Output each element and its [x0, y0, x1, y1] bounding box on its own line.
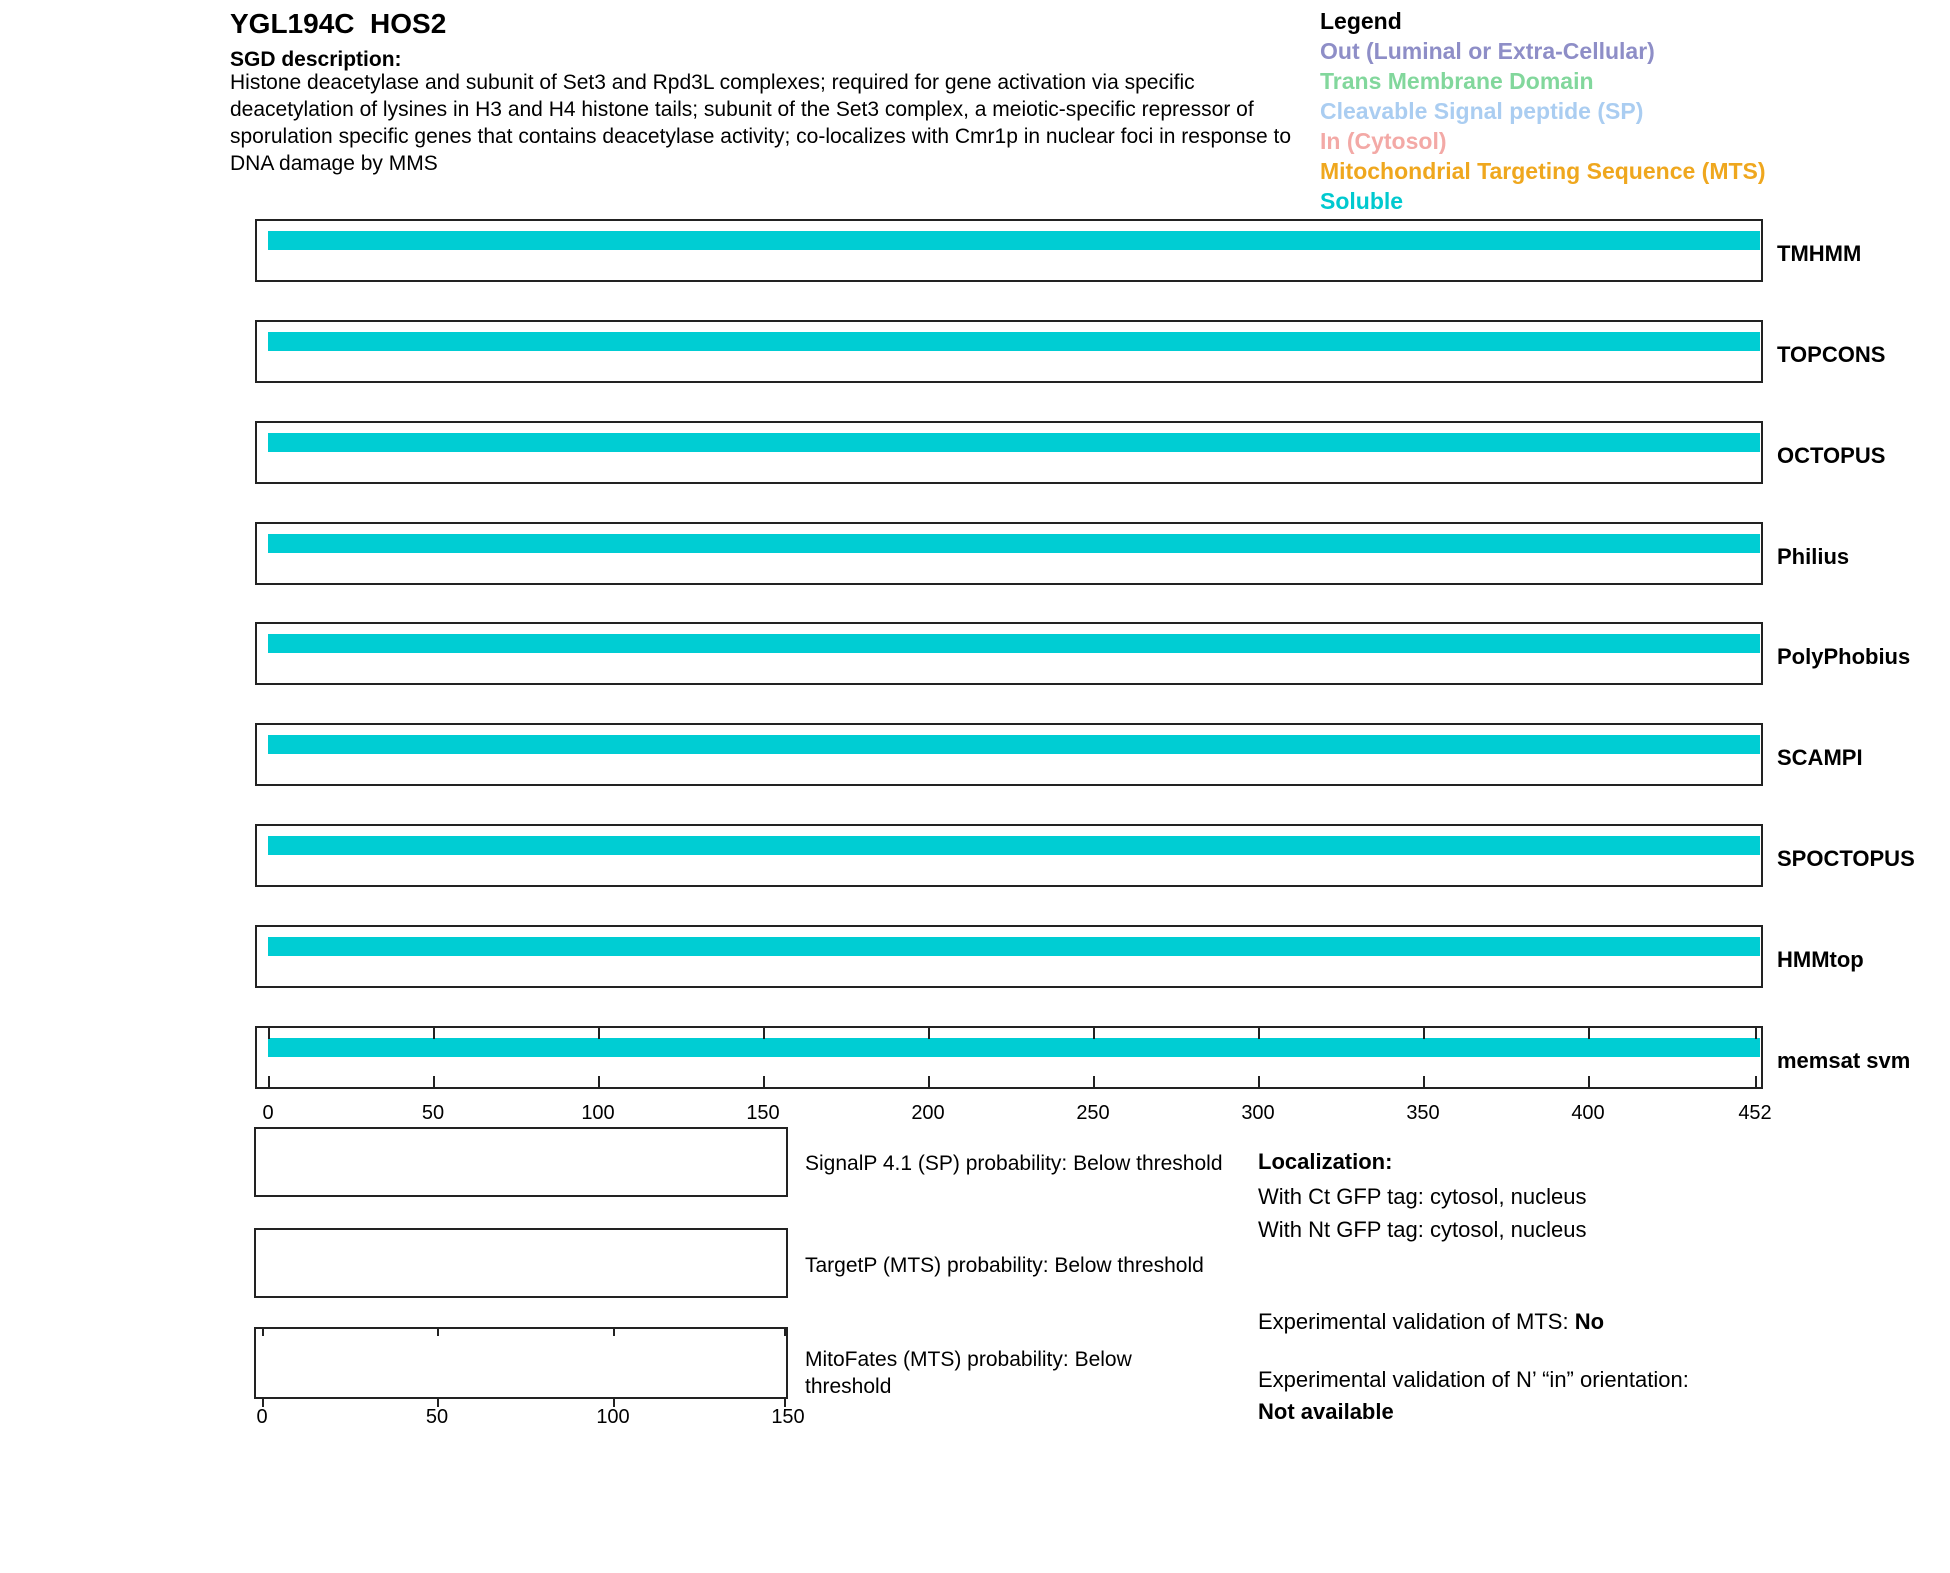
legend-item-soluble: Soluble [1320, 188, 1404, 214]
axis-tick [268, 1076, 270, 1087]
axis-tick [437, 1329, 439, 1336]
axis-tick [928, 1076, 930, 1087]
prediction-bar-soluble [268, 937, 1760, 956]
track-box-topcons [255, 320, 1763, 383]
sgd-description-text: Histone deacetylase and subunit of Set3 and Rpd3L complexes; required for gene activation via specific deacetylation of lysines in H3 and H4 histone tails; subunit of the Set3 complex, a meiotic-specific repressor of sporulation specific genes that contains deacetylase activity; co-localizes with Cmr1p in nuclear foci in response to DNA damage by MMS [230, 71, 1292, 175]
x-axis-tick-label: 250 [1076, 1102, 1110, 1124]
x-axis-tick-label: 200 [911, 1102, 945, 1124]
targetp-status-text: TargetP (MTS) probability: Below threshold [805, 1254, 1204, 1277]
legend-item-mts: Mitochondrial Targeting Sequence (MTS) [1320, 158, 1766, 184]
axis-tick [1093, 1076, 1095, 1087]
legend-item-sp: Cleavable Signal peptide (SP) [1320, 98, 1644, 124]
axis-tick [1423, 1028, 1425, 1039]
track-label-polyphobius: PolyPhobius [1777, 644, 1911, 669]
x-axis-tick-label: 150 [746, 1102, 780, 1124]
signalp-probability-box [254, 1127, 788, 1197]
sgd-description-label: SGD description: [230, 48, 402, 71]
mitofates-tick-label: 150 [771, 1406, 805, 1428]
axis-tick [1423, 1076, 1425, 1087]
axis-tick [1258, 1028, 1260, 1039]
prediction-bar-soluble [268, 735, 1760, 754]
x-axis-tick-label: 0 [262, 1102, 274, 1124]
legend [1320, 6, 1766, 216]
track-box-philius [255, 522, 1763, 585]
mitofates-tick-label: 100 [596, 1406, 630, 1428]
mitofates-tick-label: 50 [425, 1406, 449, 1428]
axis-tick [1755, 1076, 1757, 1087]
track-box-polyphobius [255, 622, 1763, 685]
localization-nt-gfp: With Nt GFP tag: cytosol, nucleus [1258, 1217, 1587, 1242]
axis-tick [598, 1028, 600, 1039]
axis-tick [433, 1076, 435, 1087]
axis-tick [1755, 1028, 1757, 1039]
x-axis-tick-label: 350 [1406, 1102, 1440, 1124]
targetp-probability-box [254, 1228, 788, 1298]
axis-tick [262, 1329, 264, 1336]
track-box-scampi [255, 723, 1763, 786]
localization-ct-gfp: With Ct GFP tag: cytosol, nucleus [1258, 1184, 1587, 1209]
x-axis-tick-label: 100 [581, 1102, 615, 1124]
track-label-philius: Philius [1777, 544, 1850, 569]
prediction-bar-soluble [268, 1038, 1760, 1057]
track-label-tmhmm: TMHMM [1777, 241, 1862, 266]
track-box-spoctopus [255, 824, 1763, 887]
mitofates-status-text: MitoFates (MTS) probability: Below threshold [805, 1348, 1132, 1398]
track-label-memsat-svm: memsat svm [1777, 1048, 1911, 1073]
axis-tick [433, 1028, 435, 1039]
track-label-scampi: SCAMPI [1777, 745, 1863, 770]
track-box-tmhmm [255, 219, 1763, 282]
mts-validation-value: No [1574, 1309, 1605, 1334]
orientation-validation-line [1258, 1364, 1730, 1428]
orientation-validation-value: Not available [1258, 1399, 1394, 1424]
track-box-hmmtop [255, 925, 1763, 988]
axis-tick [763, 1076, 765, 1087]
x-axis-tick-label: 50 [421, 1102, 445, 1124]
track-label-hmmtop: HMMtop [1777, 947, 1864, 972]
legend-item-in: In (Cytosol) [1320, 128, 1447, 154]
orientation-validation-prefix: Experimental validation of N’ “in” orientation: [1258, 1367, 1689, 1392]
prediction-bar-soluble [268, 534, 1760, 553]
axis-tick [268, 1028, 270, 1039]
track-label-topcons: TOPCONS [1777, 342, 1886, 367]
prediction-bar-soluble [268, 332, 1760, 351]
prediction-bar-soluble [268, 231, 1760, 250]
mitofates-probability-box [254, 1327, 788, 1399]
legend-title: Legend [1320, 8, 1402, 34]
mts-validation-line [1258, 1306, 1604, 1338]
axis-tick [1258, 1076, 1260, 1087]
track-box-octopus [255, 421, 1763, 484]
x-axis-tick-label: 300 [1241, 1102, 1275, 1124]
mts-validation-prefix: Experimental validation of MTS: [1258, 1309, 1575, 1334]
axis-tick [613, 1329, 615, 1336]
axis-tick [598, 1076, 600, 1087]
x-axis-tick-label: 400 [1571, 1102, 1605, 1124]
axis-tick [1588, 1076, 1590, 1087]
track-label-spoctopus: SPOCTOPUS [1777, 846, 1915, 871]
axis-tick [784, 1329, 786, 1336]
track-box-memsat-svm [255, 1026, 1763, 1089]
axis-tick [1588, 1028, 1590, 1039]
axis-tick [928, 1028, 930, 1039]
signalp-status-text: SignalP 4.1 (SP) probability: Below threshold [805, 1152, 1223, 1175]
legend-item-tm: Trans Membrane Domain [1320, 68, 1594, 94]
localization-title: Localization: [1258, 1149, 1393, 1174]
legend-item-out: Out (Luminal or Extra-Cellular) [1320, 38, 1655, 64]
mitofates-tick-label: 0 [256, 1406, 268, 1428]
prediction-bar-soluble [268, 634, 1760, 653]
track-label-octopus: OCTOPUS [1777, 443, 1886, 468]
x-axis-tick-label: 452 [1738, 1102, 1772, 1124]
prediction-bar-soluble [268, 836, 1760, 855]
axis-tick [1093, 1028, 1095, 1039]
prediction-bar-soluble [268, 433, 1760, 452]
axis-tick [763, 1028, 765, 1039]
page-title: YGL194C HOS2 [230, 8, 447, 39]
